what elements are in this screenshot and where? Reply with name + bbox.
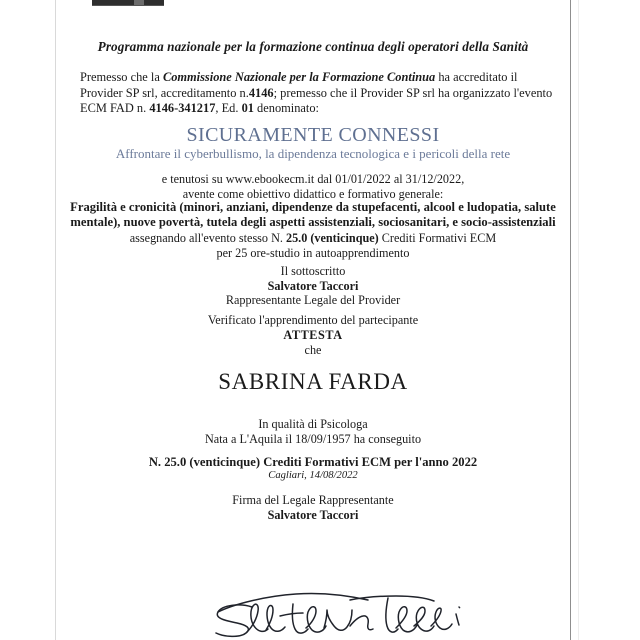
premise-text-part4: , Ed. bbox=[215, 101, 242, 116]
place-and-date: Cagliari, 14/08/2022 bbox=[268, 470, 358, 481]
course-title: SICURAMENTE CONNESSI bbox=[186, 124, 440, 146]
signature-label: Firma del Legale Rappresentante bbox=[232, 493, 394, 507]
attestation-word: ATTESTA bbox=[283, 328, 343, 343]
credits-prefix: assegnando all'evento stesso N. bbox=[129, 231, 286, 245]
held-line-objective-label: avente come obiettivo didattico e formativo generale: bbox=[182, 186, 444, 201]
attestation-block bbox=[56, 313, 570, 359]
program-title: Programma nazionale per la formazione continua degli operatori della Sanità bbox=[97, 39, 529, 54]
premise-text-part1: Premesso che la bbox=[80, 70, 163, 84]
attestation-verified: Verificato l'apprendimento del partecipante bbox=[207, 313, 419, 327]
course-subtitle: Affrontare il cyberbullismo, la dipendenza tecnologica e i pericoli della rete bbox=[115, 146, 511, 161]
course-held-block bbox=[56, 172, 570, 201]
undersigned-name: Salvatore Taccori bbox=[267, 278, 359, 293]
page-right-outer-edge bbox=[578, 0, 579, 640]
page-right-edge bbox=[570, 0, 571, 640]
course-objective: Fragilità e cronicità (minori, anziani, dipendenze da stupefacenti, alcool e ludopatia, salute mentale), nuove povertà, tutela degli aspetti assistenziali, sociosanitari, e socio-assistenziali bbox=[70, 200, 556, 230]
recipient-qualification: In qualità di Psicologa bbox=[258, 417, 368, 431]
signature-block bbox=[56, 493, 570, 522]
credits-assigned-block bbox=[56, 231, 570, 260]
certificate-content bbox=[56, 0, 570, 640]
attestation-that: che bbox=[304, 343, 322, 358]
signature-name: Salvatore Taccori bbox=[267, 507, 359, 522]
undersigned-role: Rappresentante Legale del Provider bbox=[225, 293, 401, 308]
undersigned-label: Il sottoscritto bbox=[280, 264, 346, 278]
credits-amount: 25.0 (venticinque) bbox=[285, 231, 379, 245]
premise-text-part2: ha accreditato il Provider SP srl, accreditamento n. bbox=[80, 70, 518, 100]
edition-number: 01 bbox=[241, 101, 254, 116]
recipient-details-block bbox=[56, 417, 570, 447]
held-line-dates: e tenutosi su www.ebookecm.it dal 01/01/2022 al 31/12/2022, bbox=[161, 172, 465, 186]
study-hours-line: per 25 ore-studio in autoapprendimento bbox=[216, 245, 410, 260]
commission-name: Commissione Nazionale per la Formazione Continua bbox=[162, 70, 436, 84]
undersigned-block bbox=[56, 264, 570, 308]
premise-text-part5: denominato: bbox=[253, 101, 319, 116]
credits-suffix: Crediti Formativi ECM bbox=[378, 231, 497, 245]
accreditation-number: 4146 bbox=[248, 85, 274, 100]
premise-paragraph bbox=[80, 70, 562, 117]
credits-assigned-line bbox=[56, 231, 570, 246]
recipient-name: SABRINA FARDA bbox=[218, 369, 408, 394]
event-number: 4146-341217 bbox=[149, 101, 216, 116]
awarded-credits-line: N. 25.0 (venticinque) Crediti Formativi ECM per l'anno 2022 bbox=[148, 455, 478, 469]
recipient-birth-info: Nata a L'Aquila il 18/09/1957 ha conseguito bbox=[204, 432, 422, 446]
premise-text-part3: ; premesso che il Provider SP srl ha organizzato l'evento ECM FAD n. bbox=[80, 85, 553, 116]
